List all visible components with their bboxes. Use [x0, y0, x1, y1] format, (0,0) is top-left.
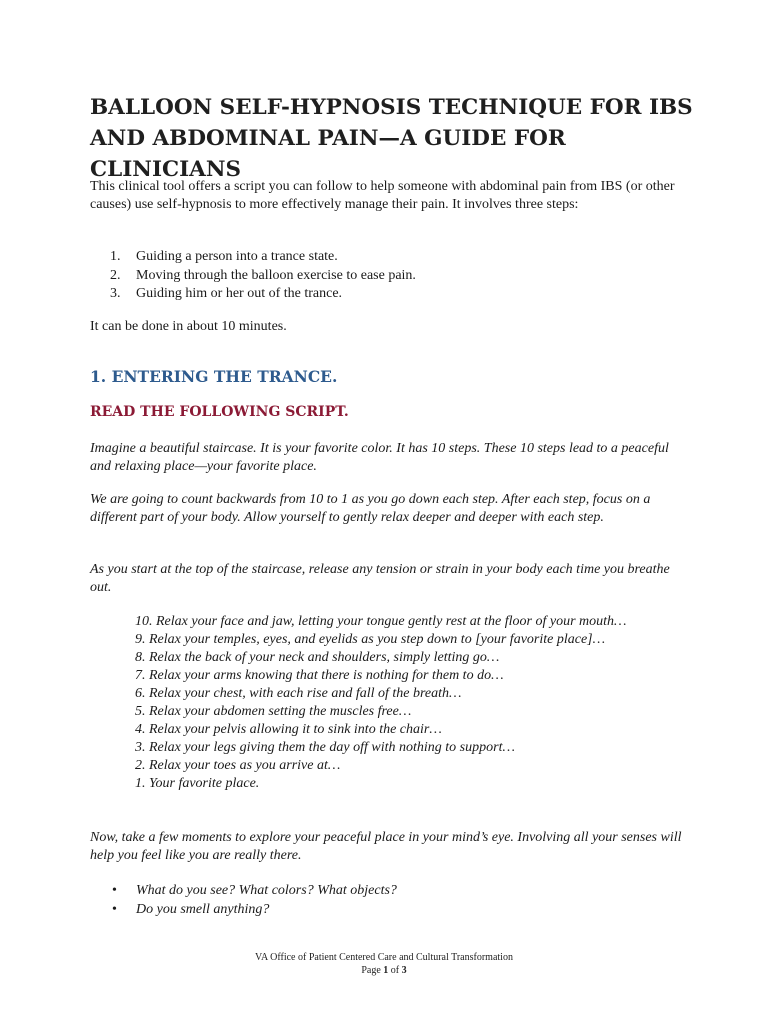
list-item-text: What do you see? What colors? What objects?	[136, 883, 397, 898]
list-item: 5. Relax your abdomen setting the muscles free…	[135, 704, 412, 719]
list-item: 4. Relax your pelvis allowing it to sink into the chair…	[135, 722, 442, 737]
list-item-text: Do you smell anything?	[136, 902, 270, 917]
list-item: 1. Your favorite place.	[135, 776, 260, 791]
list-item: 7. Relax your arms knowing that there is nothing for them to do…	[135, 668, 504, 683]
duration-note: It can be done in about 10 minutes.	[90, 319, 287, 334]
page-label: Page	[361, 965, 381, 976]
list-item	[110, 881, 397, 900]
list-item: 2. Relax your toes as you arrive at…	[135, 758, 341, 773]
subheading: READ THE FOLLOWING SCRIPT.	[90, 404, 349, 420]
page-current: 1	[383, 965, 389, 976]
list-item-text: Guiding a person into a trance state.	[136, 249, 338, 264]
explore-paragraph: Now, take a few moments to explore your peaceful place in your mind’s eye. Involving all your senses will help you feel like you are really there.	[90, 830, 682, 863]
list-item: 8. Relax the back of your neck and shoulders, simply letting go…	[135, 650, 500, 665]
bullet-list	[110, 881, 397, 919]
list-item	[110, 285, 416, 304]
list-item-number: 2.	[110, 267, 121, 283]
list-item	[110, 900, 397, 919]
bullet-icon: •	[112, 883, 117, 898]
page-total: 3	[401, 965, 407, 976]
list-item	[110, 248, 416, 267]
footer-organization: VA Office of Patient Centered Care and Cultural Transformation	[255, 952, 513, 963]
steps-list	[110, 248, 416, 304]
list-item-text: Guiding him or her out of the trance.	[136, 286, 343, 301]
list-item: 6. Relax your chest, with each rise and fall of the breath…	[135, 686, 462, 701]
list-item-number: 1.	[110, 249, 121, 264]
script-paragraph: Imagine a beautiful staircase. It is your favorite color. It has 10 steps. These 10 steps lead to a peaceful and relaxing place—your favorite place.	[90, 441, 669, 474]
list-item: 10. Relax your face and jaw, letting your tongue gently rest at the floor of your mouth…	[135, 614, 627, 629]
list-item-number: 3.	[110, 286, 121, 301]
document-title: BALLOON SELF-HYPNOSIS TECHNIQUE FOR IBS AND ABDOMINAL PAIN—A GUIDE FOR CLINICIANS	[90, 95, 693, 182]
bullet-icon: •	[112, 902, 117, 917]
page-of: of	[390, 965, 400, 976]
list-item: 3. Relax your legs giving them the day off with nothing to support…	[135, 740, 515, 755]
footer-page-number	[0, 964, 768, 977]
list-item: 9. Relax your temples, eyes, and eyelids as you step down to [your favorite place]…	[135, 632, 606, 647]
countdown-list	[135, 613, 655, 793]
list-item-text: Moving through the balloon exercise to ease pain.	[136, 267, 416, 283]
section-heading: 1. ENTERING THE TRANCE.	[90, 367, 338, 386]
list-item	[110, 267, 416, 286]
script-paragraph: As you start at the top of the staircase, release any tension or strain in your body each time you breathe out.	[90, 562, 670, 595]
script-paragraph: We are going to count backwards from 10 to 1 as you go down each step. After each step, focus on a different part of your body. Allow yourself to gently relax deeper and deeper with each step.	[90, 492, 651, 525]
intro-paragraph: This clinical tool offers a script you can follow to help someone with abdominal pain from IBS (or other causes) use self-hypnosis to more effectively manage their pain. It involves three steps:	[90, 179, 675, 212]
